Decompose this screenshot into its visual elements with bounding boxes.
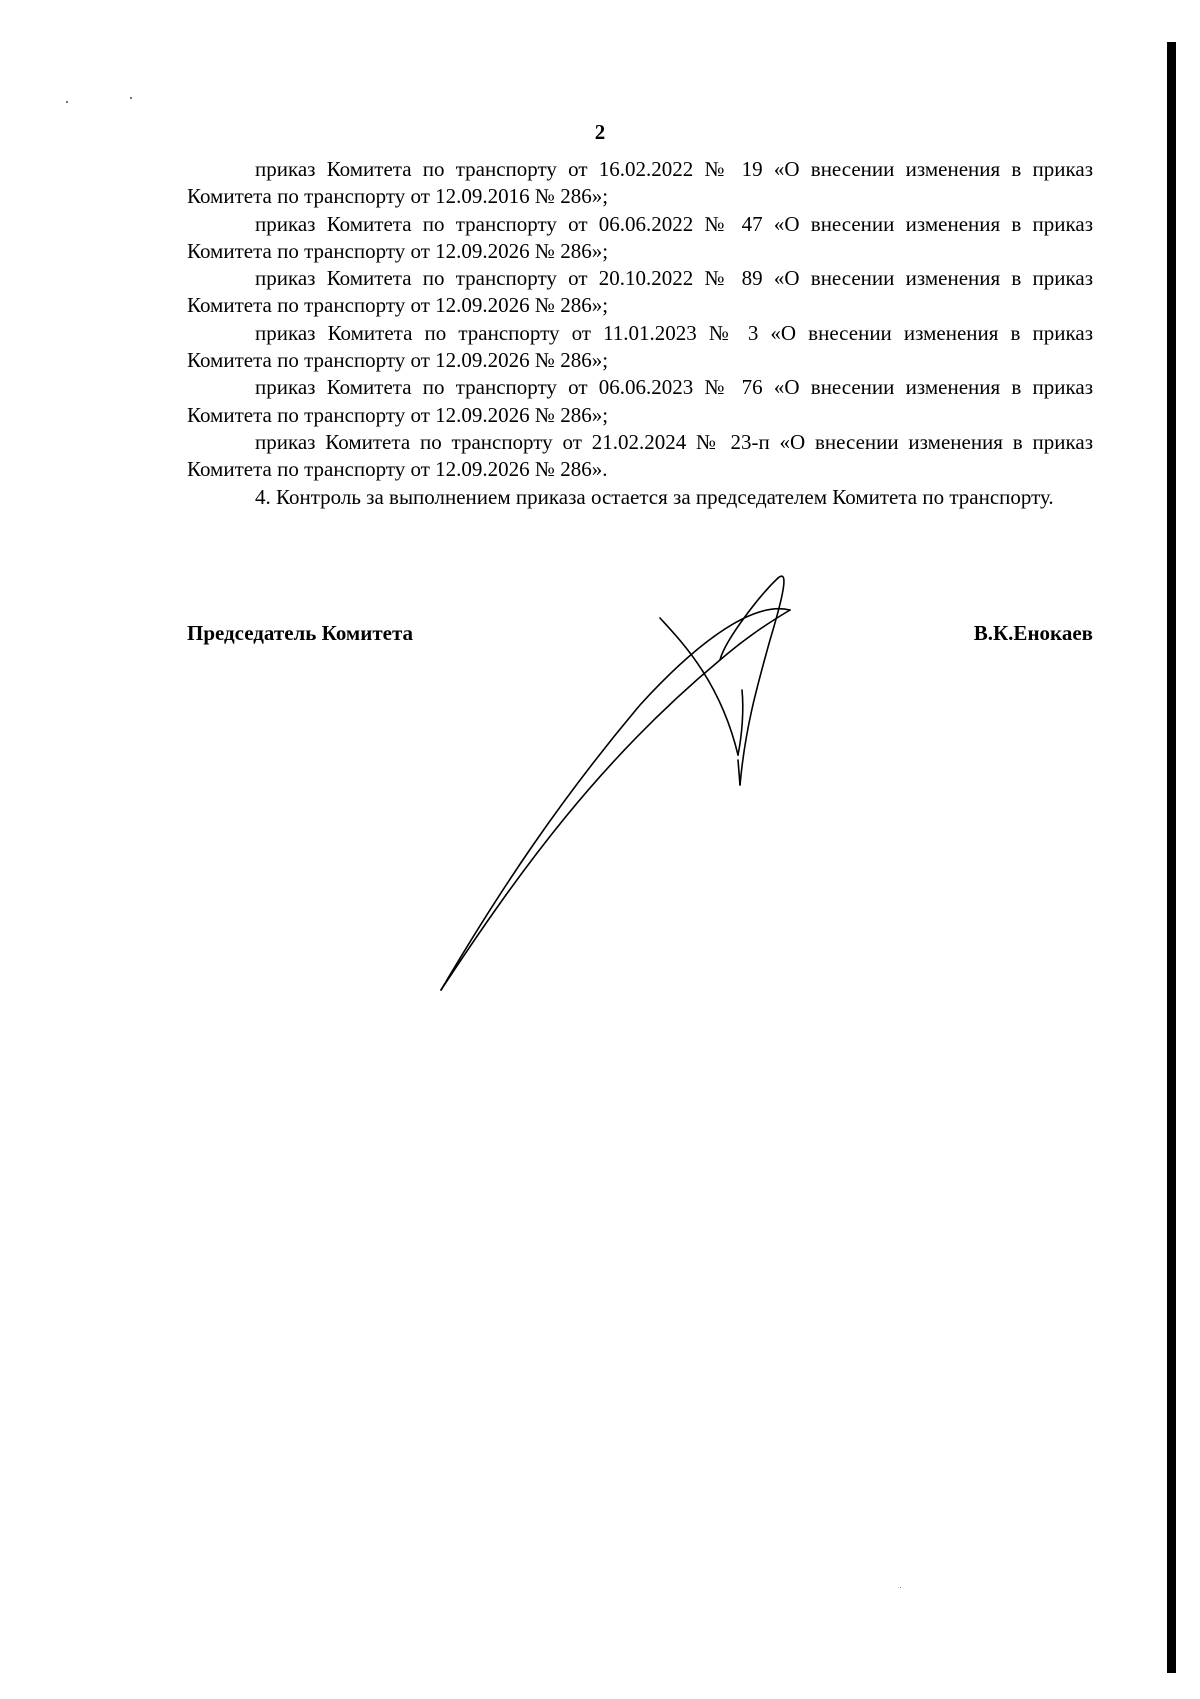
scan-speck <box>130 97 132 99</box>
order-item: приказ Комитета по транспорту от 16.02.2022 № 19 «О внесении изменения в приказ Комитета по транспорту от 12.09.2016 № 286»; <box>187 157 1093 209</box>
page-number: 2 <box>594 120 606 144</box>
document-body <box>187 156 1093 511</box>
order-item: приказ Комитета по транспорту от 06.06.2022 № 47 «О внесении изменения в приказ Комитета по транспорту от 12.09.2026 № 286»; <box>187 211 1093 263</box>
signatory-title: Председатель Комитета <box>187 621 414 645</box>
scan-speck <box>900 1587 901 1588</box>
order-item: приказ Комитета по транспорту от 11.01.2023 № 3 «О внесении изменения в приказ Комитета по транспорту от 12.09.2026 № 286»; <box>187 320 1093 373</box>
order-item: приказ Комитета по транспорту от 21.02.2024 № 23-п «О внесении изменения в приказ Комитета по транспорту от 12.09.2026 № 286». <box>187 429 1093 482</box>
scan-edge-bar <box>1167 42 1176 1673</box>
signature-block <box>187 620 1093 650</box>
control-clause: 4. Контроль за выполнением приказа остается за председателем Комитета по транспорту. <box>255 484 1054 509</box>
order-item: приказ Комитета по транспорту от 06.06.2023 № 76 «О внесении изменения в приказ Комитета по транспорту от 12.09.2026 № 286»; <box>187 375 1093 427</box>
scan-speck <box>66 101 68 103</box>
signatory-name: В.К.Енокаев <box>973 621 1093 645</box>
order-item: приказ Комитета по транспорту от 20.10.2022 № 89 «О внесении изменения в приказ Комитета по транспорту от 12.09.2026 № 286»; <box>187 266 1093 318</box>
